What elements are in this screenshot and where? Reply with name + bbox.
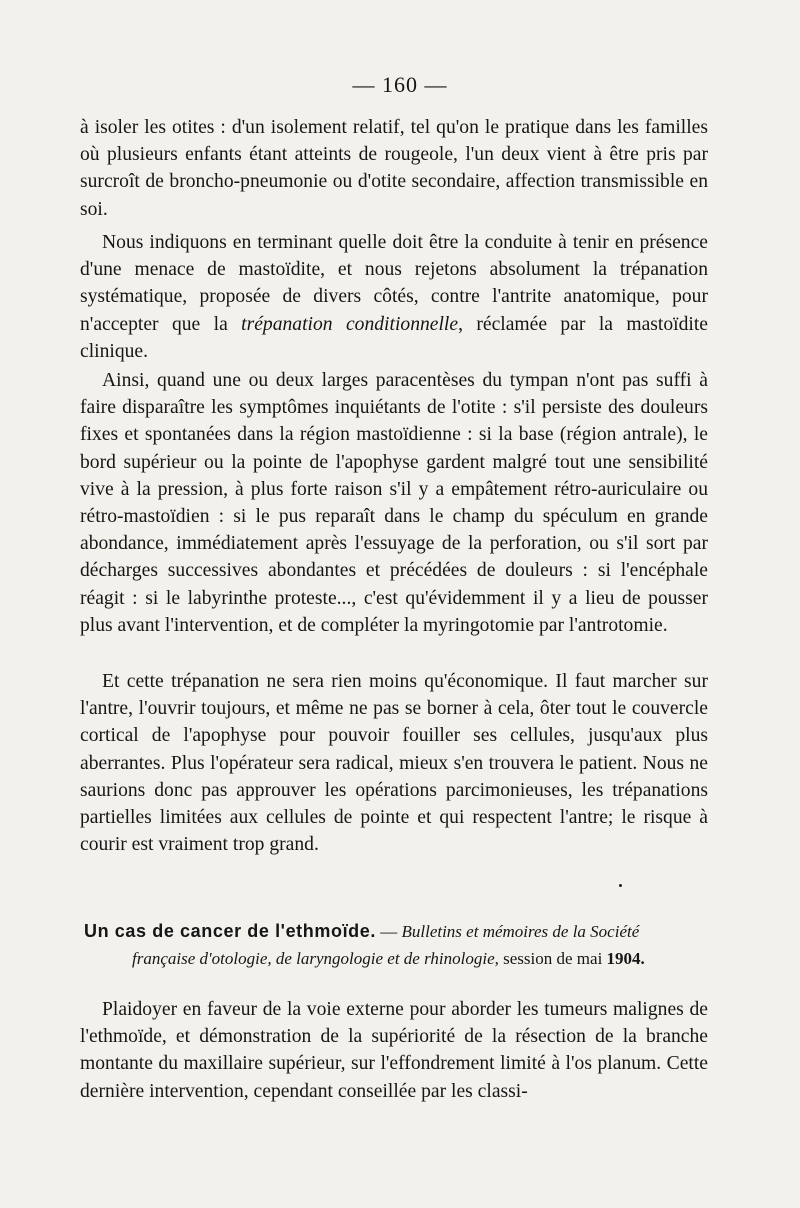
section-title: Un cas de cancer de l'ethmoïde. (84, 921, 376, 941)
page-number: — 160 — (352, 72, 448, 97)
paragraph-5 (80, 996, 708, 1105)
section-heading (84, 918, 708, 972)
paragraph-5-text: Plaidoyer en faveur de la voie externe pour aborder les tumeurs malignes de l'ethmoïde, et démonstration de la supériorité de la résection de la branche montante du maxillaire supérieur, sur l'effondrement limité à l'os planum. Cette dernière intervention, cependant conseillée par les classi- (80, 999, 708, 1102)
session-text: session de mai (498, 949, 607, 968)
source-line-1: Bulletins et mémoires de la Société (401, 922, 640, 941)
paragraph-2 (80, 229, 708, 365)
emphasis-trepanation: trépanation conditionnelle (241, 313, 459, 335)
paragraph-4 (80, 668, 708, 858)
source-line-2: française d'otologie, de laryngologie et de rhinologie, (132, 949, 499, 968)
session-year: 1904. (606, 949, 645, 968)
source-line-2-row (84, 945, 708, 972)
ink-dot (619, 884, 622, 887)
paragraph-2-part-a: Nous indiquons en terminant quelle doit être la conduite à tenir en présence d'une menace de mastoïdite, et nous rejetons absolument la trépanation systématique, proposée de divers côtés, contre l'antrite anatomique, pour n'accepter que la (80, 232, 708, 335)
paragraph-2-part-b: , réclamée par la mastoïdite clinique. (80, 313, 708, 362)
paragraph-2-text (80, 229, 708, 365)
paragraph-1-text: à isoler les otites : d'un isolement relatif, tel qu'on le pratique dans les familles où plusieurs enfants étant atteints de rougeole, l'un deux vient à être pris par surcroît de broncho-pneumonie ou d'otite secondaire, affection transmissible en soi. (80, 117, 708, 220)
paragraph-1 (80, 114, 708, 223)
paragraph-3 (80, 367, 708, 639)
paragraph-4-text: Et cette trépanation ne sera rien moins qu'économique. Il faut marcher sur l'antre, l'ouvrir toujours, et même ne pas se borner à cela, ôter tout le couvercle cortical de l'apophyse pour pouvoir fouiller ses cellules, jusqu'aux plus aberrantes. Plus l'opérateur sera radical, mieux s'en trouvera le patient. Nous ne saurions donc pas approuver les opérations parcimonieuses, les trépanations partielles limitées aux cellules de pointe et qui respectent l'antre; le risque à courir est vraiment trop grand. (80, 671, 708, 856)
section-dash: — (375, 922, 402, 941)
paragraph-3-text: Ainsi, quand une ou deux larges paracentèses du tympan n'ont pas suffi à faire disparaître les symptômes inquiétants de l'otite : s'il persiste des douleurs fixes et spontanées dans la région mastoïdienne : si la base (région antrale), le bord supérieur ou la pointe de l'apophyse gardent malgré tout une sensibilité vive à la pression, à plus forte raison s'il y a empâtement rétro-auriculaire ou rétro-mastoïdien : si le pus reparaît dans le champ du spéculum en grande abondance, immédiatement après l'essuyage de la perforation, ou s'il sort par décharges successives abondantes et précédées de douleurs : si l'encéphale réagit : si le labyrinthe proteste..., c'est qu'évidemment il y a lieu de pousser plus avant l'intervention, et de compléter la myringotomie par l'antrotomie. (80, 370, 708, 636)
